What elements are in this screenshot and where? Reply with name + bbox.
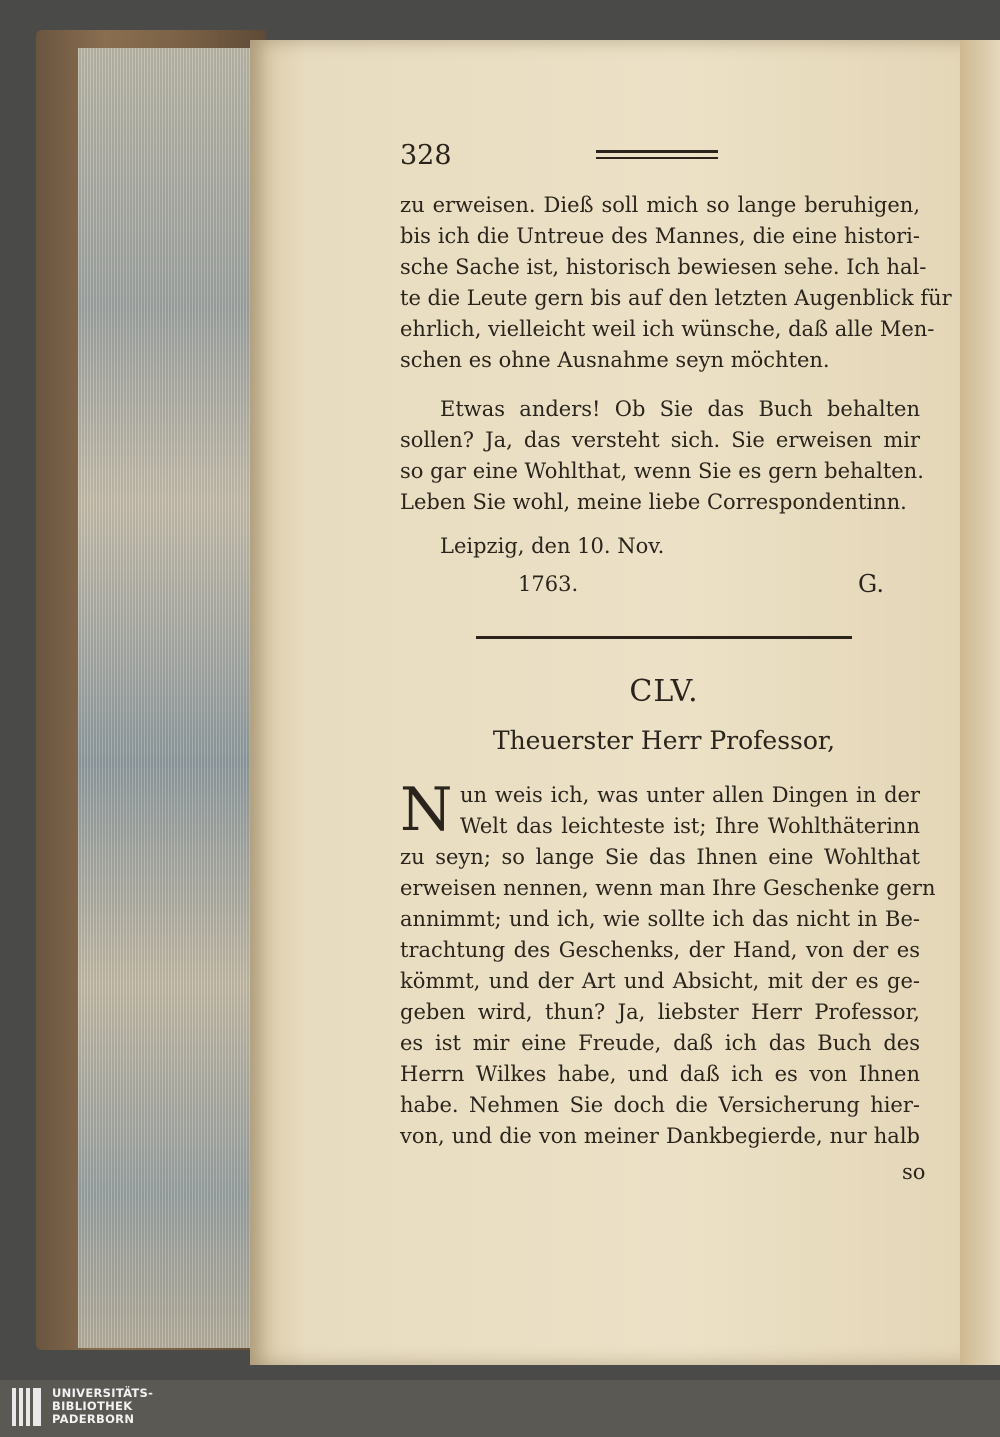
text-line: Leben Sie wohl, meine liebe Correspondentinn. (400, 490, 907, 514)
text-line: schen es ohne Ausnahme seyn möchten. (400, 348, 830, 372)
text-line: sollen? Ja, das versteht sich. Sie erweisen mir (400, 428, 920, 452)
text-line: Welt das leichteste ist; Ihre Wohlthäterinn (460, 814, 920, 838)
text-line: habe. Nehmen Sie doch die Versicherung hier- (400, 1093, 920, 1117)
facing-page-edge (960, 40, 1000, 1365)
logo-line: BIBLIOTHEK (52, 1399, 133, 1413)
text-line: Etwas anders! Ob Sie das Buch behalten (440, 397, 920, 421)
text-line: erweisen nennen, wenn man Ihre Geschenke gern (400, 876, 936, 900)
text-line: von, und die von meiner Dankbegierde, nur halb (400, 1124, 920, 1148)
library-footer (0, 1380, 1000, 1437)
page-number: 328 (400, 140, 452, 171)
text-line: zu seyn; so lange Sie das Ihnen eine Wohlthat (400, 845, 920, 869)
header-rule (596, 150, 718, 159)
text-line: Herrn Wilkes habe, und daß ich es von Ihnen (400, 1062, 920, 1086)
paragraph-3 (400, 775, 936, 1152)
text-line: sche Sache ist, historisch bewiesen sehe. Ich hal- (400, 255, 927, 279)
text-line: geben wird, thun? Ja, liebster Herr Professor, (400, 1000, 920, 1024)
text-line: bis ich die Untreue des Mannes, die eine histori- (400, 224, 920, 248)
text-line: so gar eine Wohlthat, wenn Sie es gern behalten. (400, 459, 924, 483)
logo-line: UNIVERSITÄTS- (52, 1386, 154, 1400)
signature: G. (858, 570, 884, 598)
salutation: Theuerster Herr Professor, (492, 726, 836, 755)
text-line: zu erweisen. Dieß soll mich so lange beruhigen, (400, 193, 920, 217)
text-line: te die Leute gern bis auf den letzten Augenblick für (400, 286, 952, 310)
paragraph-1 (400, 190, 952, 376)
text-line: annimmt; und ich, wie sollte ich das nicht in Be- (400, 907, 920, 931)
letter-number: CLV. (629, 674, 699, 709)
text-line: trachtung des Geschenks, der Hand, von der es (400, 938, 920, 962)
text-line: es ist mir eine Freude, daß ich das Buch des (400, 1031, 920, 1055)
text-line: ehrlich, vielleicht weil ich wünsche, daß alle Men- (400, 317, 935, 341)
catchword: so (902, 1160, 926, 1184)
section-rule (476, 636, 852, 639)
library-logo-icon (12, 1388, 42, 1426)
logo-line: PADERBORN (52, 1412, 135, 1426)
year: 1763. (518, 572, 579, 596)
drop-cap: N (400, 775, 453, 845)
paragraph-2 (400, 394, 924, 518)
library-logo-text (52, 1387, 153, 1426)
place-date: Leipzig, den 10. Nov. (440, 534, 665, 558)
text-line: kömmt, und der Art und Absicht, mit der es ge- (400, 969, 920, 993)
page-edges (78, 48, 256, 1348)
text-line: un weis ich, was unter allen Dingen in der (460, 783, 920, 807)
